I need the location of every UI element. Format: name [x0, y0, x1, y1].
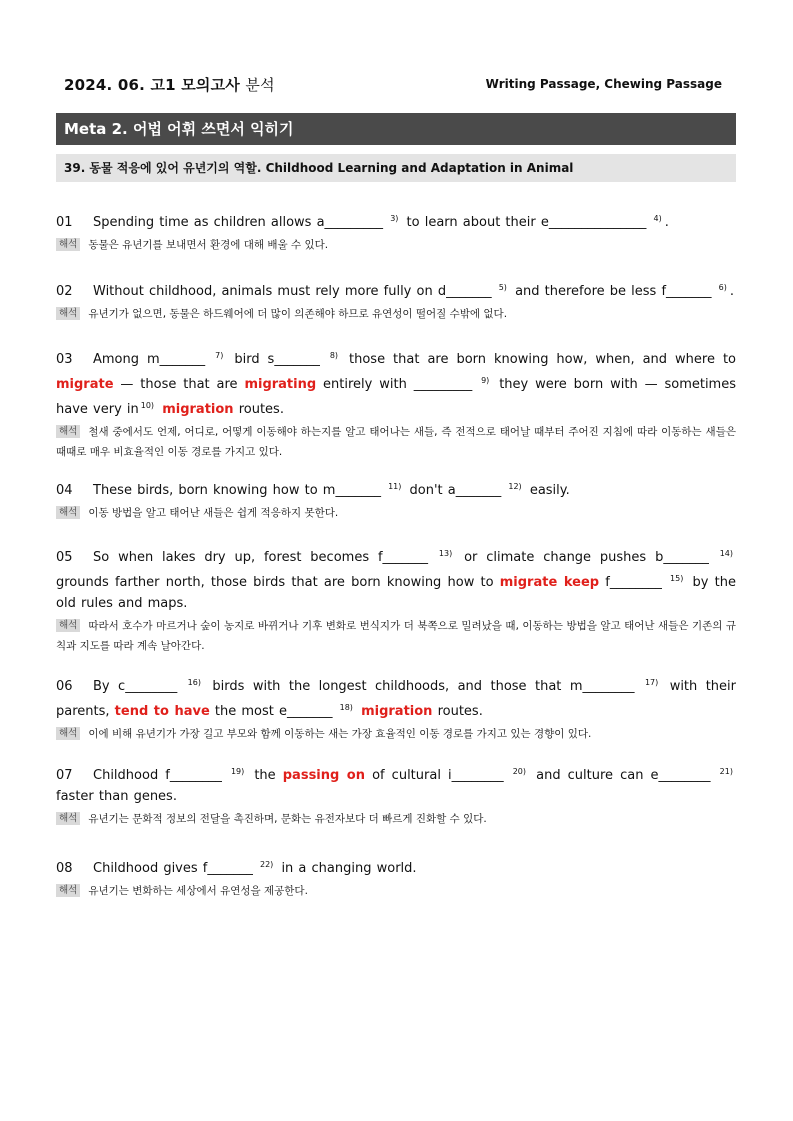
blank-number: 20): [512, 767, 527, 776]
blank-number: 13): [438, 549, 453, 558]
sentence-text: f________: [599, 575, 669, 590]
sentence-number: 01: [56, 215, 73, 230]
blank-number: 12): [508, 482, 522, 491]
sentence-text: the: [247, 768, 283, 783]
document-title: [64, 74, 275, 95]
sentence-number: 06: [56, 679, 73, 694]
highlighted-word: passing on: [282, 768, 365, 783]
sentence-text: the most e_______: [209, 704, 338, 719]
sentence-text: faster than genes.: [56, 789, 177, 804]
blank-number: 14): [719, 549, 733, 558]
document-subtitle: Writing Passage, Chewing Passage: [485, 77, 722, 91]
sentence-text: by the old rules and maps.: [56, 575, 737, 611]
sentence-number: 04: [56, 483, 73, 498]
highlighted-word: tend to have: [114, 704, 210, 719]
sentence-item: [56, 672, 736, 744]
sentence-number: 05: [56, 550, 73, 565]
blank-number: 11): [388, 482, 402, 491]
korean-translation: [56, 616, 736, 656]
sentence-item: [56, 476, 736, 523]
blank-number: 6): [718, 283, 727, 292]
sentence-text: to learn about their e_______________: [401, 215, 652, 230]
sentence-text: or climate change pushes b_______: [455, 550, 718, 565]
sentence-text: of cultural i________: [364, 768, 511, 783]
sentence-text: Spending time as children allows a_________: [93, 215, 389, 230]
sentence-text: those that are born knowing how, when, and where to: [341, 352, 736, 367]
sentence-text: By c________: [93, 679, 186, 694]
sentence-number: 02: [56, 284, 73, 299]
blank-number: 10): [140, 401, 155, 410]
english-sentence: [56, 672, 736, 722]
translation-text: 철새 중에서도 언제, 어디로, 어떻게 이동해야 하는지를 알고 태어나는 새들, 즉 전적으로 태어날 때부터 주어진 지침에 따라 이동하는 새들은 때때로 매우 비효율적인 이동 경로를 가지고 있다.: [56, 426, 736, 458]
sentence-item: [56, 208, 736, 255]
highlighted-word: migrate: [56, 377, 114, 392]
sentence-text: routes.: [233, 402, 284, 417]
korean-translation: [56, 422, 736, 462]
sentence-text: .: [664, 215, 669, 230]
translation-tag: 해석: [56, 238, 80, 251]
blank-number: 22): [260, 860, 274, 869]
blank-number: 9): [481, 376, 490, 385]
translation-text: 이에 비해 유년기가 가장 길고 부모와 함께 이동하는 새는 가장 효율적인 이동 경로를 가지고 있는 경향이 있다.: [88, 728, 592, 740]
sentence-text: bird s_______: [226, 352, 328, 367]
english-sentence: [56, 277, 736, 302]
translation-tag: 해석: [56, 884, 80, 897]
sentence-text: Without childhood, animals must rely more fully on d_______: [93, 284, 497, 299]
passage-title-bar: 39. 동물 적응에 있어 유년기의 역할. Childhood Learning and Adaptation in Animal: [56, 154, 736, 182]
sentence-text: grounds farther north, those birds that are born knowing how to: [56, 575, 500, 590]
blank-number: 7): [215, 351, 224, 360]
korean-translation: [56, 724, 736, 744]
blank-number: 19): [230, 767, 245, 776]
highlighted-word: migrating: [244, 377, 317, 392]
sentence-text: .: [729, 284, 735, 299]
sentence-text: So when lakes dry up, forest becomes f_______: [93, 550, 437, 565]
english-sentence: [56, 208, 736, 233]
korean-translation: [56, 235, 736, 255]
translation-text: 동물은 유년기를 보내면서 환경에 대해 배울 수 있다.: [88, 239, 329, 251]
english-sentence: [56, 476, 736, 501]
section-title-bar: Meta 2. 어법 어휘 쓰면서 익히기: [56, 113, 736, 145]
sentence-text: These birds, born knowing how to m_______: [93, 483, 387, 498]
sentence-text: don't a_______: [404, 483, 507, 498]
sentence-number: 08: [56, 861, 73, 876]
translation-text: 유년기는 문화적 정보의 전달을 촉진하며, 문화는 유전자보다 더 빠르게 진화할 수 있다.: [88, 813, 487, 825]
sentence-item: [56, 543, 736, 656]
translation-tag: 해석: [56, 425, 80, 438]
blank-number: 3): [390, 214, 399, 223]
sentence-item: [56, 854, 736, 901]
translation-tag: 해석: [56, 506, 80, 519]
translation-text: 유년기는 변화하는 세상에서 유연성을 제공한다.: [88, 885, 308, 897]
english-sentence: [56, 345, 736, 420]
sentence-item: [56, 761, 736, 829]
blank-number: 5): [498, 283, 507, 292]
sentence-text: birds with the longest childhoods, and those that m________: [203, 679, 643, 694]
sentence-text: with their parents,: [56, 679, 736, 719]
sentence-item: [56, 277, 736, 324]
sentence-text: Childhood f________: [93, 768, 229, 783]
sentence-text: routes.: [432, 704, 483, 719]
korean-translation: [56, 304, 736, 324]
sentence-text: easily.: [524, 483, 570, 498]
english-sentence: [56, 761, 736, 807]
sentence-text: — those that are: [113, 377, 245, 392]
highlighted-word: migration: [361, 704, 433, 719]
blank-number: 4): [653, 214, 662, 223]
blank-number: 16): [187, 678, 201, 687]
translation-tag: 해석: [56, 812, 80, 825]
sentence-number: 03: [56, 352, 73, 367]
blank-number: 18): [339, 703, 353, 712]
translation-text: 유년기가 없으면, 동물은 하드웨어에 더 많이 의존해야 하므로 유연성이 떨어질 수밖에 없다.: [88, 308, 508, 320]
translation-text: 이동 방법을 알고 태어난 새들은 쉽게 적응하지 못한다.: [88, 507, 339, 519]
page-header: [64, 74, 722, 96]
translation-tag: 해석: [56, 727, 80, 740]
blank-number: 15): [670, 574, 684, 583]
sentence-text: Among m_______: [93, 352, 214, 367]
sentence-number: 07: [56, 768, 73, 783]
sentence-text: and therefore be less f_______: [509, 284, 717, 299]
document-title-sub: 분석: [245, 76, 275, 94]
sentence-text: and culture can e________: [529, 768, 718, 783]
document-title-main: 2024. 06. 고1 모의고사: [64, 76, 240, 94]
sentence-text: they were born with — sometimes have very in: [56, 377, 736, 417]
highlighted-word: migrate keep: [499, 575, 600, 590]
sentence-text: entirely with _________: [316, 377, 480, 392]
sentence-item: [56, 345, 736, 462]
translation-tag: 해석: [56, 307, 80, 320]
highlighted-word: migration: [162, 402, 234, 417]
korean-translation: [56, 503, 736, 523]
translation-text: 따라서 호수가 마르거나 숲이 농지로 바뀌거나 기후 변화로 번식지가 더 북쪽으로 밀려났을 때, 이동하는 방법을 알고 태어난 새들은 기존의 규칙과 지도를 따라 계속 날아간다.: [56, 620, 736, 652]
english-sentence: [56, 854, 736, 879]
translation-tag: 해석: [56, 619, 80, 632]
blank-number: 8): [329, 351, 339, 360]
english-sentence: [56, 543, 736, 614]
sentence-text: in a changing world.: [276, 861, 417, 876]
blank-number: 21): [719, 767, 733, 776]
korean-translation: [56, 881, 736, 901]
blank-number: 17): [644, 678, 659, 687]
korean-translation: [56, 809, 736, 829]
sentence-text: Childhood gives f_______: [93, 861, 258, 876]
